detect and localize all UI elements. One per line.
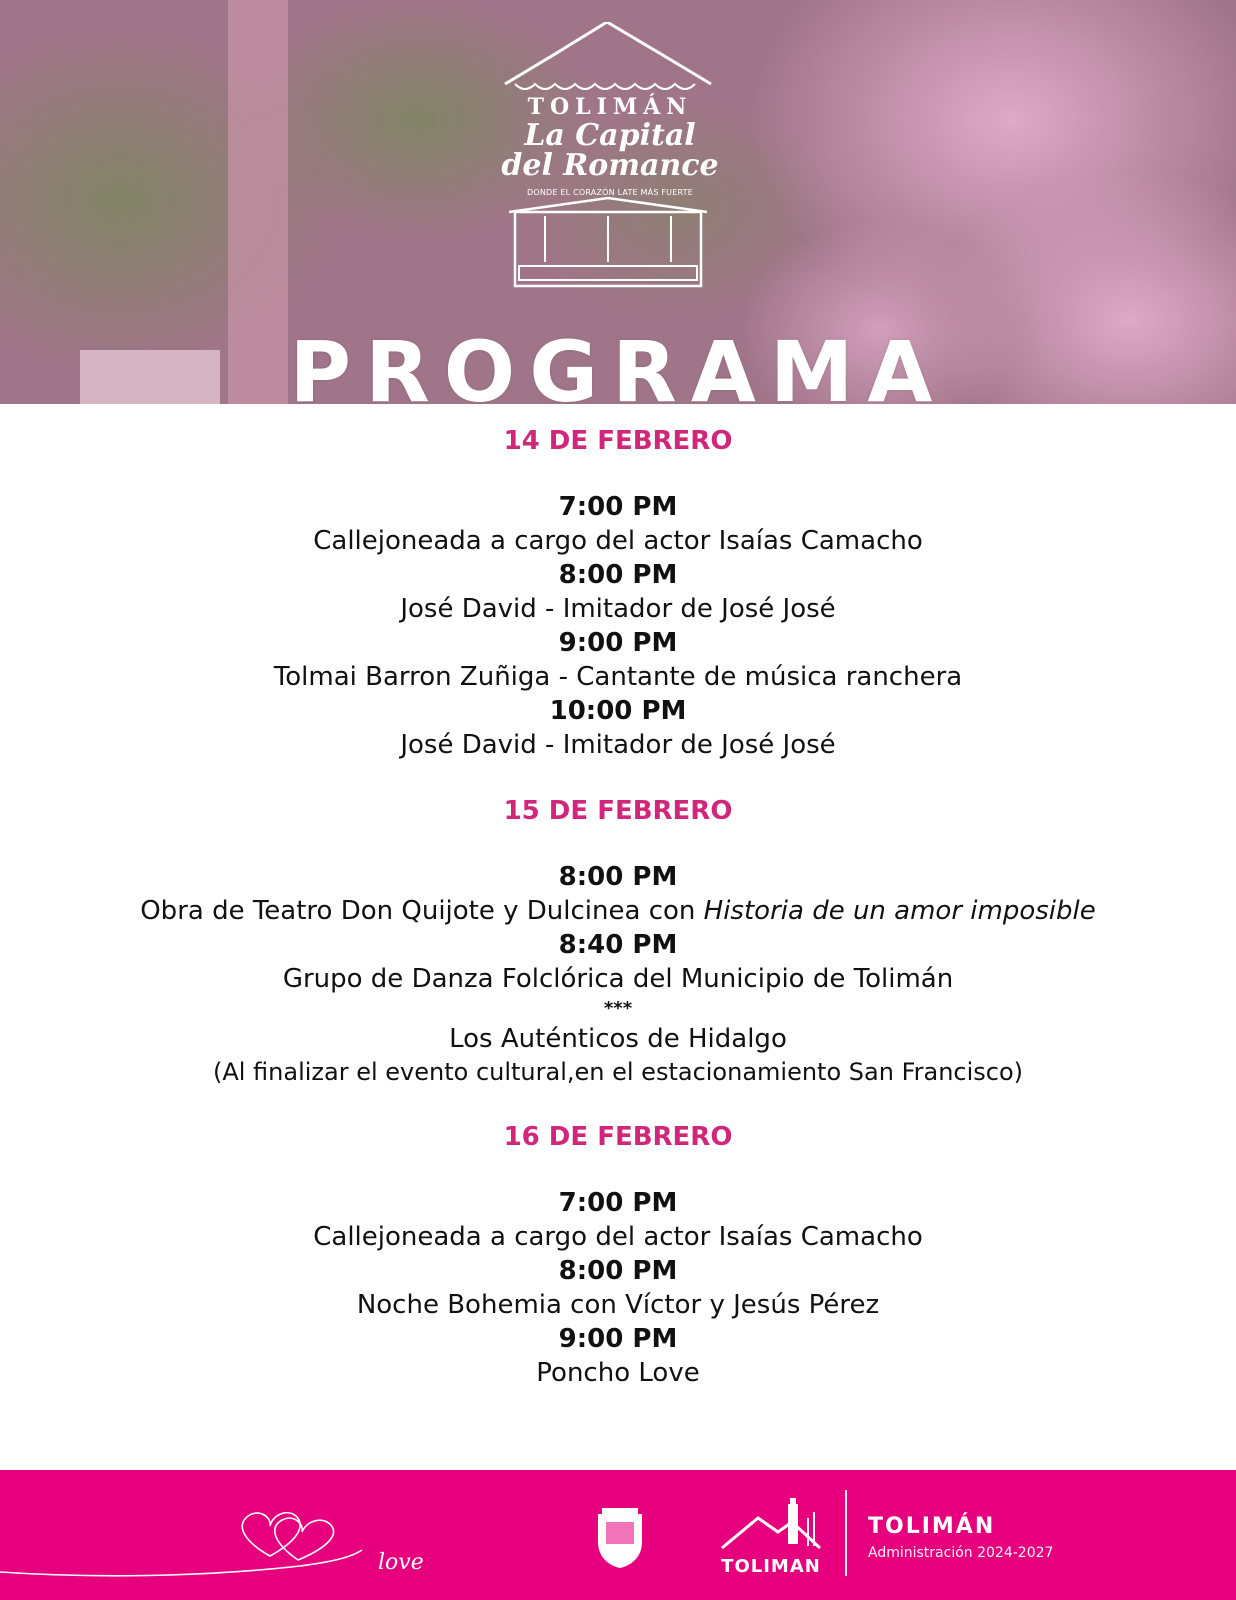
- event-description: Grupo de Danza Folclórica del Municipio de Tolimán: [282, 964, 954, 994]
- event-description: Poncho Love: [536, 1358, 700, 1388]
- event-description-italic: Historia de un amor imposible: [703, 896, 1096, 926]
- toliman-logo-text: TOLIMAN: [721, 1556, 821, 1577]
- event-description: [0, 894, 1236, 928]
- logo-title-line2: del Romance: [501, 148, 719, 183]
- heart-icon: [0, 1470, 430, 1600]
- day-heading: 15 DE FEBRERO: [503, 796, 733, 826]
- event-time: 8:40 PM: [558, 930, 678, 960]
- day-section: [0, 1120, 1236, 1390]
- event-description: José David - Imitador de José José: [400, 730, 836, 760]
- event-time: 7:00 PM: [558, 1188, 678, 1218]
- logo-brand: TOLIMÁN: [527, 94, 693, 120]
- event-time: 8:00 PM: [558, 560, 678, 590]
- hero-banner: [0, 0, 1236, 404]
- page-title: PROGRAMA: [289, 323, 947, 404]
- separator: ***: [603, 998, 633, 1019]
- event-description: Los Auténticos de Hidalgo: [449, 1024, 787, 1054]
- event-description: Callejoneada a cargo del actor Isaías Camacho: [313, 526, 923, 556]
- footer-divider: [845, 1490, 847, 1576]
- municipality-name: TOLIMÁN: [868, 1514, 996, 1539]
- schedule: [0, 424, 1236, 1390]
- logo-tagline: DONDE EL CORAZÓN LATE MÁS FUERTE: [527, 188, 693, 197]
- event-time: 9:00 PM: [558, 1324, 678, 1354]
- event-time: 7:00 PM: [558, 492, 678, 522]
- event-logo: [495, 22, 725, 292]
- toliman-logo-icon: [718, 1498, 824, 1554]
- event-time: 10:00 PM: [549, 696, 687, 726]
- event-note: (Al finalizar el evento cultural,en el estacionamiento San Francisco): [212, 1058, 1024, 1086]
- event-description: Noche Bohemia con Víctor y Jesús Pérez: [356, 1290, 880, 1320]
- coat-of-arms-icon: [592, 1508, 648, 1570]
- event-time: 9:00 PM: [558, 628, 678, 658]
- event-description: Tolmai Barron Zuñiga - Cantante de música ranchera: [273, 662, 963, 692]
- event-time: 8:00 PM: [558, 862, 678, 892]
- day-heading: 14 DE FEBRERO: [503, 426, 733, 456]
- day-section: [0, 794, 1236, 1088]
- footer-banner: [0, 1470, 1236, 1600]
- event-description: José David - Imitador de José José: [400, 594, 836, 624]
- event-time: 8:00 PM: [558, 1256, 678, 1286]
- event-description: Callejoneada a cargo del actor Isaías Camacho: [313, 1222, 923, 1252]
- administration-period: Administración 2024-2027: [868, 1545, 1054, 1561]
- event-description-text: Obra de Teatro Don Quijote y Dulcinea con: [140, 896, 704, 926]
- day-heading: 16 DE FEBRERO: [503, 1122, 733, 1152]
- logo-title-line1: La Capital: [524, 118, 696, 153]
- love-script: love: [378, 1550, 424, 1575]
- day-section: [0, 424, 1236, 762]
